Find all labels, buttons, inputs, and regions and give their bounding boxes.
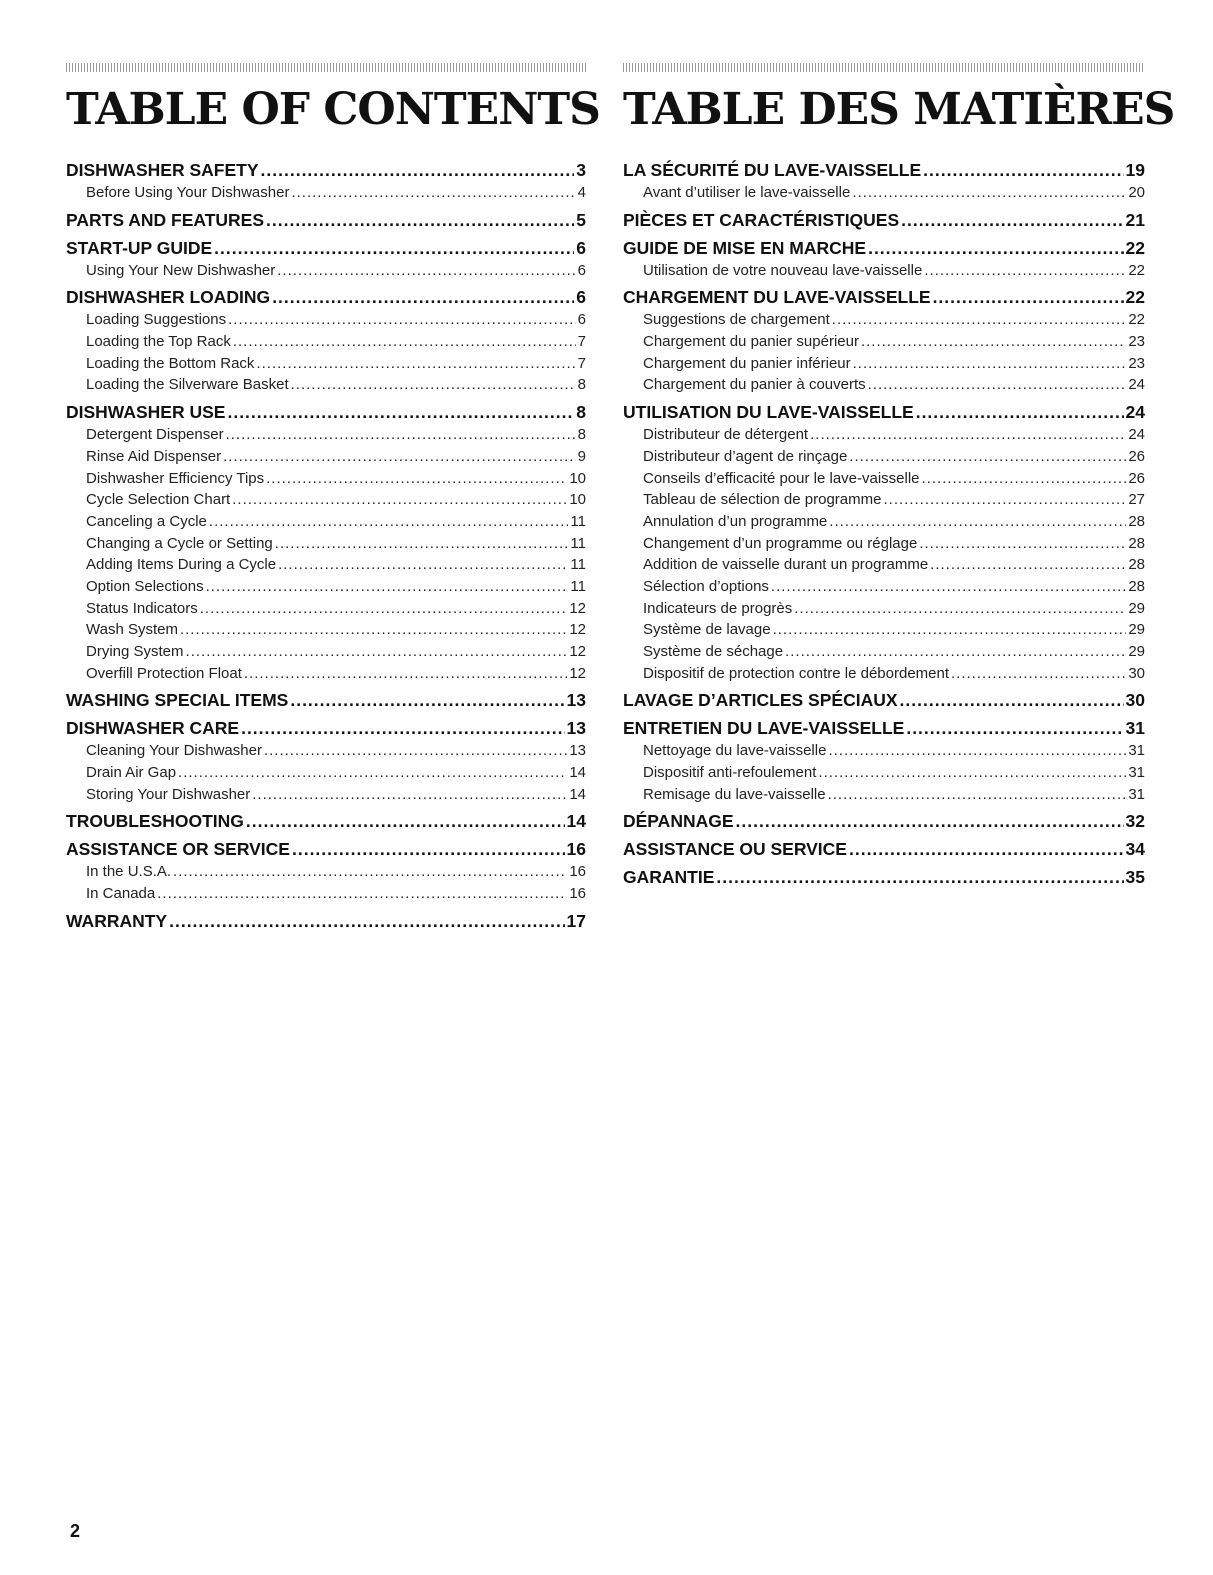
toc-entry-label: Before Using Your Dishwasher [86,184,290,201]
toc-dot-leader [853,353,1127,375]
toc-dot-leader [178,762,567,784]
toc-entry-page: 16 [569,885,586,903]
toc-entry-page: 30 [1125,690,1145,711]
toc-entry-label: Indicateurs de progrès [643,599,793,617]
toc-entry-label: Dishwasher Efficiency Tips [86,469,265,487]
toc-entry-page: 22 [1125,287,1145,308]
toc-dot-leader [810,424,1126,446]
toc-subsection-entry [623,641,1145,663]
toc-subsection-entry [66,182,586,204]
toc-entry-label: Canceling a Cycle [86,512,207,530]
toc-dot-leader [924,260,1126,282]
toc-entry-label: Changement d’un programme ou réglage [643,534,918,552]
toc-entry-page: 22 [1128,261,1145,279]
toc-subsection-entry [66,663,586,685]
toc-entry-label: Système de lavage [643,621,771,639]
toc-entry-label: Chargement du panier supérieur [643,333,859,351]
toc-dot-leader [922,468,1127,490]
toc-dot-leader [209,511,569,533]
toc-section-entry [66,236,586,260]
toc-section-entry [66,837,586,861]
toc-subsection-entry [623,309,1145,331]
toc-section-entry [623,400,1145,424]
toc-dot-leader [223,446,576,468]
toc-entry-label: Option Selections [86,577,204,595]
toc-subsection-entry [66,260,586,282]
toc-entry-page: 23 [1128,354,1145,372]
toc-entry-page: 34 [1125,839,1145,860]
toc-entry-page: 4 [577,184,586,201]
toc-entry-page: 17 [566,910,586,931]
toc-section-entry [623,236,1145,260]
toc-entry-label: Annulation d’un programme [643,512,828,530]
toc-subsection-entry [623,446,1145,468]
toc-entry-label: LAVAGE D’ARTICLES SPÉCIAUX [623,690,898,711]
toc-entry-label: Loading the Top Rack [86,333,231,351]
toc-dot-leader [901,208,1123,232]
toc-entry-page: 9 [577,447,586,465]
toc-entry-label: DISHWASHER USE [66,402,226,423]
toc-subsection-entry [66,331,586,353]
toc-dot-leader [266,208,574,232]
toc-dot-leader [736,809,1124,833]
toc-entry-label: Cleaning Your Dishwasher [86,742,262,760]
toc-subsection-entry [66,554,586,576]
toc-dot-leader [828,740,1126,762]
toc-dot-leader [227,400,574,424]
toc-dot-leader [264,740,567,762]
toc-subsection-entry [623,511,1145,533]
toc-entry-page: 12 [569,664,586,682]
toc-entry-page: 14 [569,764,586,782]
toc-entry-label: Chargement du panier à couverts [643,376,866,394]
toc-dot-leader [923,158,1123,182]
toc-dot-leader [232,489,567,511]
toc-entry-page: 10 [569,491,586,509]
toc-entry-label: Using Your New Dishwasher [86,261,276,279]
toc-dot-leader [180,619,567,641]
toc-entry-page: 14 [566,811,586,832]
toc-entry-label: Suggestions de chargement [643,311,830,329]
toc-entry-page: 21 [1125,209,1145,230]
toc-entry-page: 29 [1128,599,1145,617]
toc-dot-leader [868,236,1123,260]
toc-entry-label: Adding Items During a Cycle [86,556,277,574]
toc-dot-leader [157,883,567,905]
toc-dot-leader [291,374,576,396]
toc-subsection-entry [66,619,586,641]
toc-section-entry [66,400,586,424]
toc-entry-label: CHARGEMENT DU LAVE-VAISSELLE [623,287,931,308]
toc-entry-page: 28 [1128,577,1145,595]
toc-subsection-entry [623,182,1145,204]
toc-entry-page: 23 [1128,333,1145,351]
toc-dot-leader [233,331,576,353]
toc-dot-leader [186,641,568,663]
toc-entry-page: 29 [1128,643,1145,660]
toc-subsection-entry [66,861,586,883]
toc-entry-label: Loading Suggestions [86,311,227,329]
toc-dot-leader [919,533,1126,555]
toc-list-english [66,158,586,933]
toc-section-entry [623,865,1145,889]
toc-dot-leader [241,716,564,740]
toc-entry-page: 13 [569,742,586,760]
toc-entry-label: DISHWASHER SAFETY [66,160,259,180]
toc-subsection-entry [66,533,586,555]
toc-section-entry [623,837,1145,861]
toc-entry-page: 11 [570,556,586,574]
toc-subsection-entry [623,468,1145,490]
toc-entry-label: Chargement du panier inférieur [643,354,851,372]
toc-section-entry [623,716,1145,740]
toc-subsection-entry [623,260,1145,282]
toc-dot-leader [173,861,567,883]
toc-subsection-entry [66,883,586,905]
toc-entry-label: Overfill Protection Float [86,664,242,682]
toc-entry-label: PIÈCES ET CARACTÉRISTIQUES [623,209,900,230]
toc-dot-leader [226,424,576,446]
toc-entry-page: 19 [1125,160,1145,180]
toc-subsection-entry [66,740,586,762]
toc-entry-page: 6 [576,287,586,308]
toc-subsection-entry [623,740,1145,762]
toc-subsection-entry [623,533,1145,555]
toc-dot-leader [849,837,1124,861]
toc-section-entry [66,809,586,833]
toc-subsection-entry [66,353,586,375]
toc-entry-page: 12 [569,643,586,660]
toc-entry-page: 28 [1128,556,1145,574]
toc-dot-leader [278,554,568,576]
toc-entry-page: 6 [577,311,586,329]
toc-dot-leader [266,468,567,490]
toc-entry-page: 6 [577,261,586,279]
toc-entry-label: Changing a Cycle or Setting [86,534,273,552]
toc-subsection-entry [623,554,1145,576]
toc-subsection-entry [623,374,1145,396]
toc-subsection-entry [66,784,586,806]
toc-subsection-entry [66,468,586,490]
toc-entry-label: ASSISTANCE OR SERVICE [66,839,290,860]
toc-entry-page: 8 [576,402,586,423]
toc-entry-page: 13 [566,718,586,739]
toc-subsection-entry [623,762,1145,784]
toc-subsection-entry [623,424,1145,446]
toc-entry-page: 12 [569,599,586,617]
toc-dot-leader [818,762,1126,784]
toc-list-french [623,158,1145,889]
toc-subsection-entry [66,489,586,511]
toc-dot-leader [771,576,1126,598]
toc-dot-leader [794,598,1126,620]
toc-entry-label: WASHING SPECIAL ITEMS [66,690,289,711]
toc-entry-page: 11 [570,534,586,552]
toc-dot-leader [292,837,565,861]
toc-dot-leader [933,285,1124,309]
toc-entry-label: In the U.S.A. [86,863,172,881]
toc-entry-page: 14 [569,785,586,803]
toc-subsection-entry [66,424,586,446]
toc-dot-leader [200,598,568,620]
toc-entry-page: 8 [577,376,586,394]
toc-entry-label: ENTRETIEN DU LAVE-VAISSELLE [623,718,905,739]
toc-entry-label: Addition de vaisselle durant un programme [643,556,929,574]
toc-entry-page: 31 [1128,785,1145,803]
toc-subsection-entry [66,309,586,331]
toc-entry-page: 35 [1125,867,1145,888]
toc-entry-label: Dispositif de protection contre le débordement [643,664,950,682]
toc-entry-label: Avant d’utiliser le lave-vaisselle [643,184,851,201]
toc-dot-leader [868,374,1127,396]
toc-entry-label: Cycle Selection Chart [86,491,231,509]
toc-entry-label: WARRANTY [66,910,168,931]
toc-subsection-entry [623,784,1145,806]
toc-entry-label: Distributeur de détergent [643,426,809,444]
toc-entry-page: 5 [576,209,586,230]
toc-entry-page: 22 [1125,237,1145,258]
toc-section-entry [623,809,1145,833]
toc-entry-label: GUIDE DE MISE EN MARCHE [623,237,867,258]
toc-entry-page: 31 [1125,718,1145,739]
toc-subsection-entry [623,576,1145,598]
toc-section-entry [66,716,586,740]
toc-entry-page: 24 [1128,376,1145,394]
toc-subsection-entry [66,446,586,468]
toc-subsection-entry [66,762,586,784]
toc-entry-page: 11 [570,512,586,530]
toc-subsection-entry [66,598,586,620]
toc-section-entry [623,688,1145,712]
toc-entry-label: Remisage du lave-vaisselle [643,785,826,803]
toc-dot-leader [261,158,575,182]
toc-english-column [66,63,600,933]
toc-entry-label: Système de séchage [643,643,784,660]
toc-dot-leader [716,865,1123,889]
toc-section-entry [623,158,1145,182]
toc-subsection-entry [66,576,586,598]
toc-entry-page: 10 [569,469,586,487]
toc-dot-leader [773,619,1127,641]
toc-entry-page: 31 [1128,764,1145,782]
toc-section-entry [623,208,1145,232]
toc-dot-leader [861,331,1126,353]
toc-dot-leader [214,236,574,260]
toc-entry-label: ASSISTANCE OU SERVICE [623,839,847,860]
toc-entry-page: 16 [566,839,586,860]
toc-entry-label: Utilisation de votre nouveau lave-vaisselle [643,261,923,279]
toc-entry-label: Rinse Aid Dispenser [86,447,222,465]
toc-dot-leader [828,784,1127,806]
toc-entry-page: 26 [1128,447,1145,465]
toc-entry-label: Nettoyage du lave-vaisselle [643,742,827,760]
toc-entry-page: 28 [1128,534,1145,552]
toc-dot-leader [849,446,1126,468]
toc-entry-page: 27 [1128,491,1145,509]
toc-subsection-entry [66,511,586,533]
toc-entry-page: 12 [569,621,586,639]
toc-entry-page: 24 [1125,402,1145,423]
toc-dot-leader [290,688,564,712]
toc-dot-leader [169,909,564,933]
toc-entry-page: 7 [577,333,586,351]
page-number: 2 [70,1521,81,1541]
toc-entry-label: Sélection d’options [643,577,769,595]
toc-dot-leader [852,182,1126,204]
toc-dot-leader [228,309,576,331]
toc-dot-leader [785,641,1126,663]
toc-dot-leader [246,809,565,833]
toc-dot-leader [906,716,1123,740]
toc-entry-label: Drying System [86,643,184,660]
toc-entry-page: 24 [1128,426,1145,444]
toc-entry-page: 8 [577,426,586,444]
toc-dot-leader [206,576,569,598]
toc-entry-label: In Canada [86,885,156,903]
toc-dot-leader [900,688,1124,712]
toc-entry-label: Loading the Bottom Rack [86,354,255,372]
toc-section-entry [66,909,586,933]
toc-subsection-entry [623,619,1145,641]
toc-entry-label: START-UP GUIDE [66,237,213,258]
toc-subsection-entry [623,331,1145,353]
toc-section-entry [66,285,586,309]
toc-entry-page: 31 [1128,742,1145,760]
toc-section-entry [66,208,586,232]
toc-section-entry [623,285,1145,309]
toc-entry-page: 32 [1125,811,1145,832]
toc-entry-page: 11 [570,577,586,595]
toc-entry-label: Tableau de sélection de programme [643,491,882,509]
toc-entry-page: 30 [1128,664,1145,682]
toc-dot-leader [930,554,1126,576]
toc-entry-label: Distributeur d’agent de rinçage [643,447,848,465]
toc-subsection-entry [66,641,586,663]
toc-subsection-entry [623,489,1145,511]
toc-heading-french: TABLE DES MATIÈRES [623,84,1175,135]
toc-entry-label: Loading the Silverware Basket [86,376,289,394]
toc-subsection-entry [623,663,1145,685]
toc-heading-english: TABLE OF CONTENTS [66,84,600,135]
toc-entry-label: DISHWASHER LOADING [66,287,271,308]
toc-entry-label: Conseils d’efficacité pour le lave-vaisselle [643,469,920,487]
toc-entry-page: 7 [577,354,586,372]
toc-dot-leader [244,663,567,685]
toc-entry-label: Storing Your Dishwasher [86,785,251,803]
toc-dot-leader [883,489,1126,511]
toc-entry-page: 6 [576,237,586,258]
toc-entry-page: 22 [1128,311,1145,329]
toc-entry-label: DÉPANNAGE [623,811,734,832]
toc-entry-page: 20 [1128,184,1145,201]
toc-entry-label: TROUBLESHOOTING [66,811,244,832]
header-rule [66,63,586,72]
toc-entry-label: Wash System [86,621,178,639]
toc-entry-label: PARTS AND FEATURES [66,209,265,230]
toc-dot-leader [277,260,575,282]
toc-dot-leader [832,309,1127,331]
toc-dot-leader [252,784,567,806]
toc-dot-leader [256,353,575,375]
toc-dot-leader [916,400,1124,424]
toc-dot-leader [272,285,574,309]
toc-entry-page: 16 [569,863,586,881]
toc-subsection-entry [66,374,586,396]
toc-section-entry [66,688,586,712]
toc-entry-label: Drain Air Gap [86,764,177,782]
toc-entry-label: LA SÉCURITÉ DU LAVE-VAISSELLE [623,160,922,180]
toc-entry-label: UTILISATION DU LAVE-VAISSELLE [623,402,914,423]
toc-entry-label: GARANTIE [623,867,715,888]
toc-dot-leader [275,533,569,555]
toc-entry-page: 3 [576,160,586,180]
toc-entry-page: 29 [1128,621,1145,639]
toc-dot-leader [291,182,575,204]
toc-entry-page: 26 [1128,469,1145,487]
toc-dot-leader [951,663,1126,685]
header-rule [623,63,1145,72]
toc-subsection-entry [623,598,1145,620]
toc-subsection-entry [623,353,1145,375]
toc-section-entry [66,158,586,182]
toc-entry-label: Detergent Dispenser [86,426,224,444]
toc-dot-leader [829,511,1126,533]
toc-entry-label: DISHWASHER CARE [66,718,240,739]
toc-entry-label: Dispositif anti-refoulement [643,764,817,782]
toc-entry-label: Status Indicators [86,599,198,617]
toc-french-column [623,63,1175,889]
toc-entry-page: 28 [1128,512,1145,530]
toc-entry-page: 13 [566,690,586,711]
